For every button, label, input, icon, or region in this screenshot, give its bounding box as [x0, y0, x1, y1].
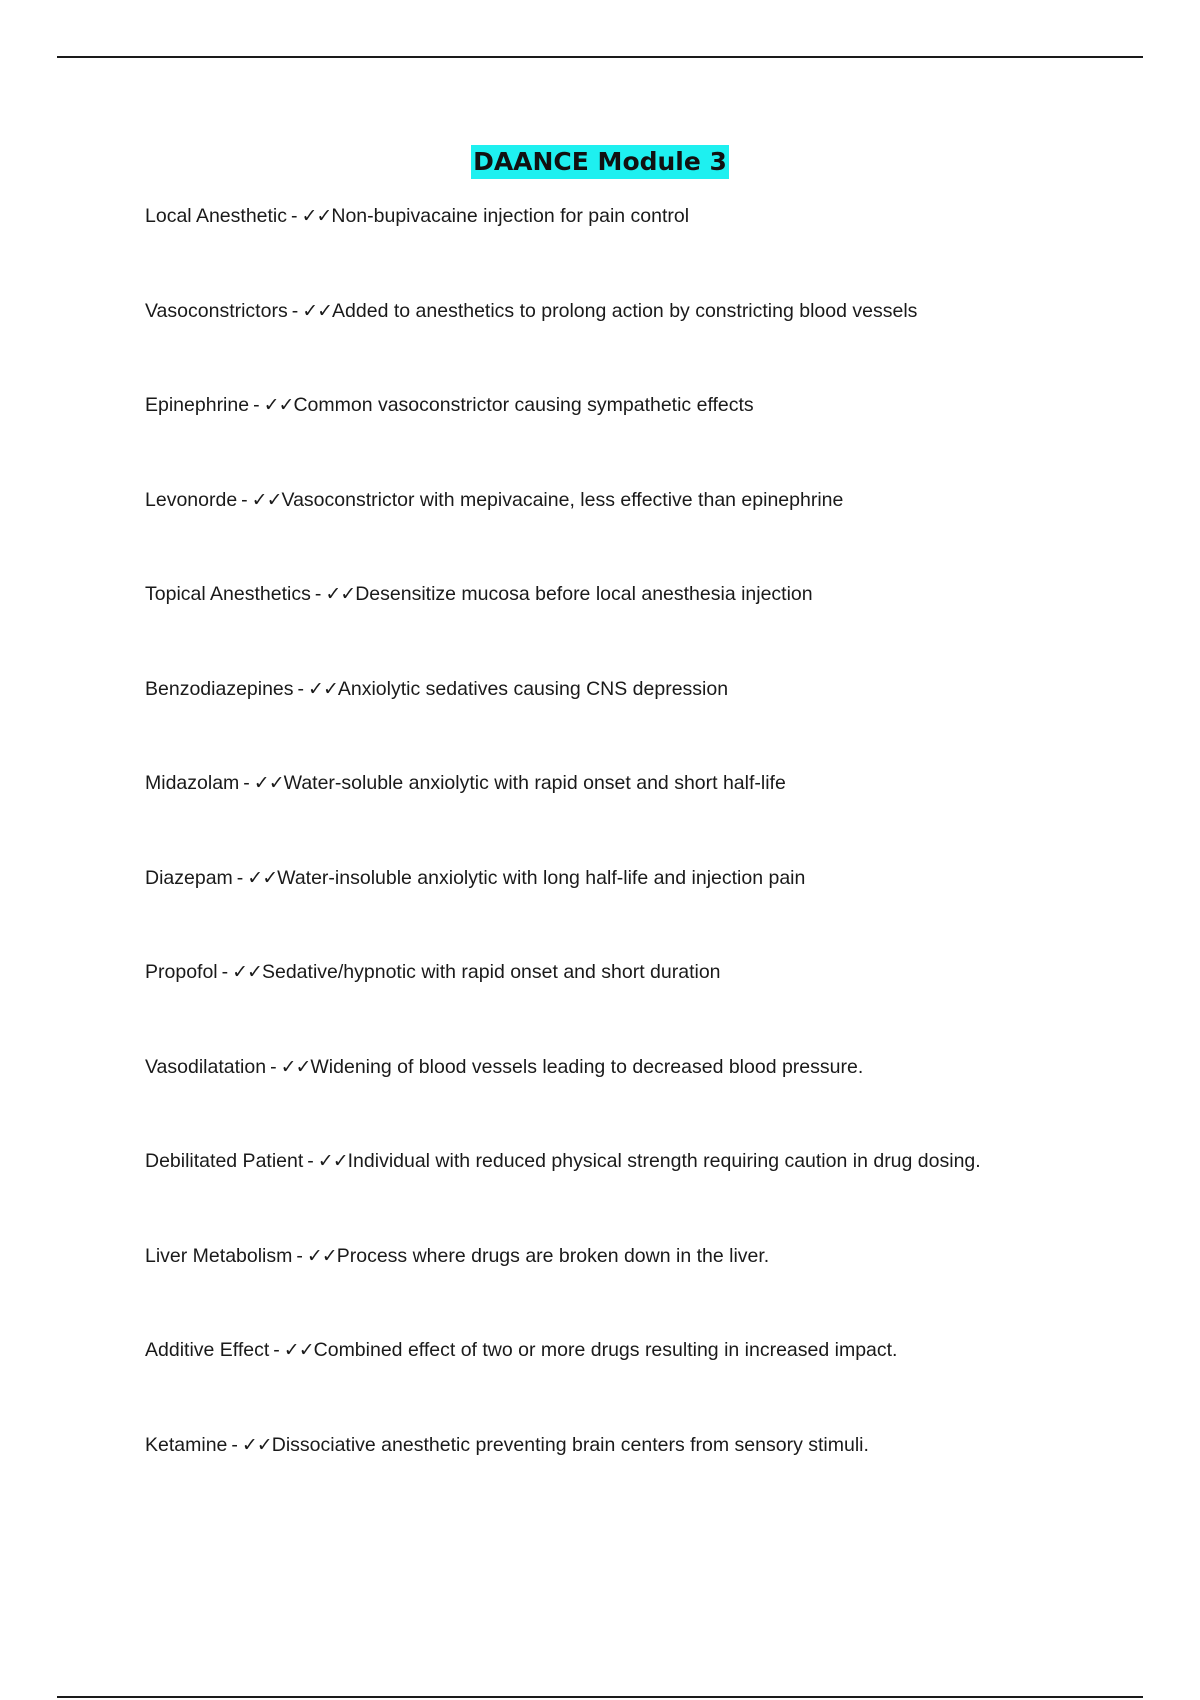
term-separator: - [221, 961, 229, 983]
term-separator: - [243, 772, 250, 794]
term-label: Local Anesthetic [145, 205, 288, 227]
term-separator: - [307, 1150, 314, 1172]
term-entry [145, 1429, 1145, 1524]
term-label: Vasodilatation [145, 1055, 267, 1078]
double-check-icon: ✓✓ [317, 1150, 348, 1172]
term-separator: - [273, 1339, 280, 1361]
term-separator: - [253, 394, 260, 416]
double-check-icon: ✓✓ [232, 961, 262, 983]
definition-text: Added to anesthetics to prolong action by constricting blood vessels [332, 299, 918, 322]
term-label: Topical Anesthetics [145, 583, 311, 605]
double-check-icon: ✓✓ [308, 677, 338, 700]
definition-text: Dissociative anesthetic preventing brain centers from sensory stimuli. [271, 1433, 869, 1456]
term-label: Liver Metabolism [145, 1244, 293, 1267]
term-entry [145, 200, 1145, 295]
definition-text: Anxiolytic sedatives causing CNS depression [337, 677, 729, 700]
double-check-icon: ✓✓ [306, 1244, 337, 1267]
definition-text: Combined effect of two or more drugs resulting in increased impact. [313, 1339, 898, 1361]
double-check-icon: ✓✓ [251, 488, 282, 511]
definition-text: Water-soluble anxiolytic with rapid onset and short half-life [283, 772, 786, 794]
definition-text: Water-insoluble anxiolytic with long half-life and injection pain [277, 866, 806, 889]
term-entry [145, 484, 1145, 579]
term-separator: - [231, 1433, 238, 1456]
definition-text: Common vasoconstrictor causing sympathetic effects [293, 394, 754, 416]
term-label: Vasoconstrictors [145, 299, 288, 322]
term-separator: - [291, 299, 299, 322]
term-label: Debilitated Patient [145, 1150, 304, 1172]
term-separator: - [297, 677, 305, 700]
term-entry [145, 1145, 1145, 1240]
definition-text: Desensitize mucosa before local anesthesia injection [355, 583, 813, 605]
definition-text: Non-bupivacaine injection for pain control [331, 205, 690, 227]
term-label: Epinephrine [145, 394, 250, 416]
term-label: Diazepam [145, 866, 233, 889]
term-separator: - [241, 488, 248, 511]
term-entry [145, 1334, 1145, 1429]
page-title: DAANCE Module 3 [471, 145, 729, 179]
term-separator: - [270, 1055, 277, 1078]
title-container [0, 145, 1200, 179]
term-separator: - [296, 1244, 303, 1267]
double-check-icon: ✓✓ [301, 205, 332, 227]
term-label: Benzodiazepines [145, 677, 294, 700]
term-entry [145, 578, 1145, 673]
double-check-icon: ✓✓ [283, 1339, 314, 1361]
term-entry [145, 956, 1145, 1051]
term-entry [145, 389, 1145, 484]
term-separator: - [314, 583, 322, 605]
term-entry [145, 767, 1145, 862]
term-separator: - [236, 866, 244, 889]
definition-text: Sedative/hypnotic with rapid onset and short duration [261, 961, 721, 983]
term-entry [145, 295, 1145, 390]
term-separator: - [291, 205, 298, 227]
term-label: Levonorde [145, 488, 238, 511]
definition-text: Individual with reduced physical strength requiring caution in drug dosing. [347, 1150, 981, 1172]
definition-text: Vasoconstrictor with mepivacaine, less effective than epinephrine [281, 488, 844, 511]
double-check-icon: ✓✓ [247, 866, 278, 889]
double-check-icon: ✓✓ [263, 394, 294, 416]
definition-text: Widening of blood vessels leading to decreased blood pressure. [310, 1055, 864, 1078]
double-check-icon: ✓✓ [325, 583, 356, 605]
term-label: Additive Effect [145, 1339, 270, 1361]
top-rule [57, 56, 1143, 58]
bottom-rule [57, 1696, 1143, 1698]
term-label: Propofol [145, 961, 218, 983]
double-check-icon: ✓✓ [280, 1055, 311, 1078]
double-check-icon: ✓✓ [253, 772, 284, 794]
term-entry [145, 673, 1145, 768]
double-check-icon: ✓✓ [302, 299, 333, 322]
flashcard-list [145, 200, 1145, 1523]
definition-text: Process where drugs are broken down in the liver. [336, 1244, 770, 1267]
term-entry [145, 1240, 1145, 1335]
term-entry [145, 1051, 1145, 1146]
double-check-icon: ✓✓ [241, 1433, 272, 1456]
term-label: Midazolam [145, 772, 240, 794]
term-label: Ketamine [145, 1433, 228, 1456]
term-entry [145, 862, 1145, 957]
